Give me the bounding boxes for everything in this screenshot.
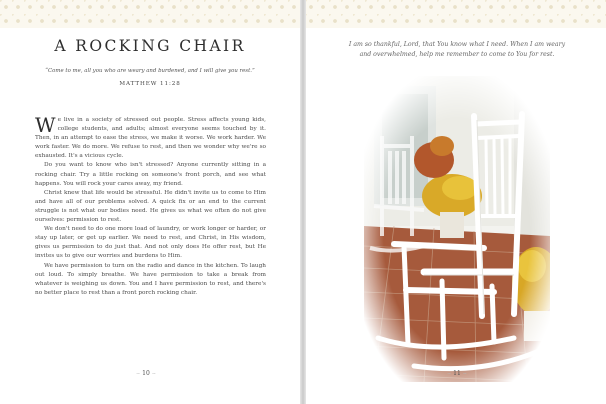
scripture-reference: MATTHEW 11:28: [119, 81, 181, 87]
left-page: [0, 28, 300, 404]
paragraph-2: Do you want to know who isn't stressed? Anyone currently sitting in a rocking chair. Try a little rocking on someone's front porch, and see what happens. You will rock your cares away, my friend.: [35, 162, 266, 187]
paragraph-3: Christ knew that life would be stressful. He didn't invite us to come to Him and have all of our problems solved. A quick fix or an end to the current struggle is not what our bodies need. He gives us what we often do not give ourselves: permission to rest.: [35, 189, 266, 224]
page-title: A ROCKING CHAIR: [54, 37, 246, 55]
folio-ornament-left-b: ∽: [151, 371, 156, 377]
body-text: [35, 113, 266, 298]
top-pattern-left: [0, 0, 301, 28]
epigraph: “Come to me, all you who are weary and burdened, and I will give you rest.”: [45, 68, 255, 74]
top-pattern-right: [305, 0, 606, 28]
page-number-10: 10: [142, 370, 150, 377]
prayer-text: I am so thankful, Lord, that You know what I need. When I am weary and overwhelmed, help me remember to come to You for rest.: [348, 41, 566, 58]
page-number-left: [126, 370, 166, 377]
paragraph-5: We have permission to turn on the radio and dance in the kitchen. To laugh out loud. To simply breathe. We have permission to take a break from whatever is weighing us down. You and I have permission to rest, and there's no better place to rest than a front porch rocking chair.: [35, 262, 266, 296]
page-number-11: 11: [453, 370, 461, 377]
folio-ornament-right-b: ∽: [462, 371, 467, 377]
page-number-right: [437, 370, 477, 377]
paragraph-4: We don't need to do one more load of laundry, or work longer or harder, or stay up later, or get up earlier. We need to rest, and Christ, in His wisdom, gives us permission to do just that. And not only does He offer rest, but He invites us to give our worries and burdens to Him.: [35, 226, 266, 260]
folio-ornament-left-a: ∽: [136, 371, 141, 377]
paragraph-1: [35, 113, 266, 161]
drop-cap: W: [35, 113, 56, 137]
right-page: [306, 28, 606, 404]
paragraph-1-text: e live in a society of stressed out people. Stress affects young kids, college students, and adults; almost everyone seems touched by it. Then, in an attempt to ease the stress, we make it worse. We work harder. We work faster. We do more. We refuse to rest, and then we wonder why we're so exhausted. It's a vicious cycle.: [35, 117, 266, 160]
rocking-chair-photo: [364, 76, 550, 382]
folio-ornament-right-a: ∽: [447, 371, 452, 377]
